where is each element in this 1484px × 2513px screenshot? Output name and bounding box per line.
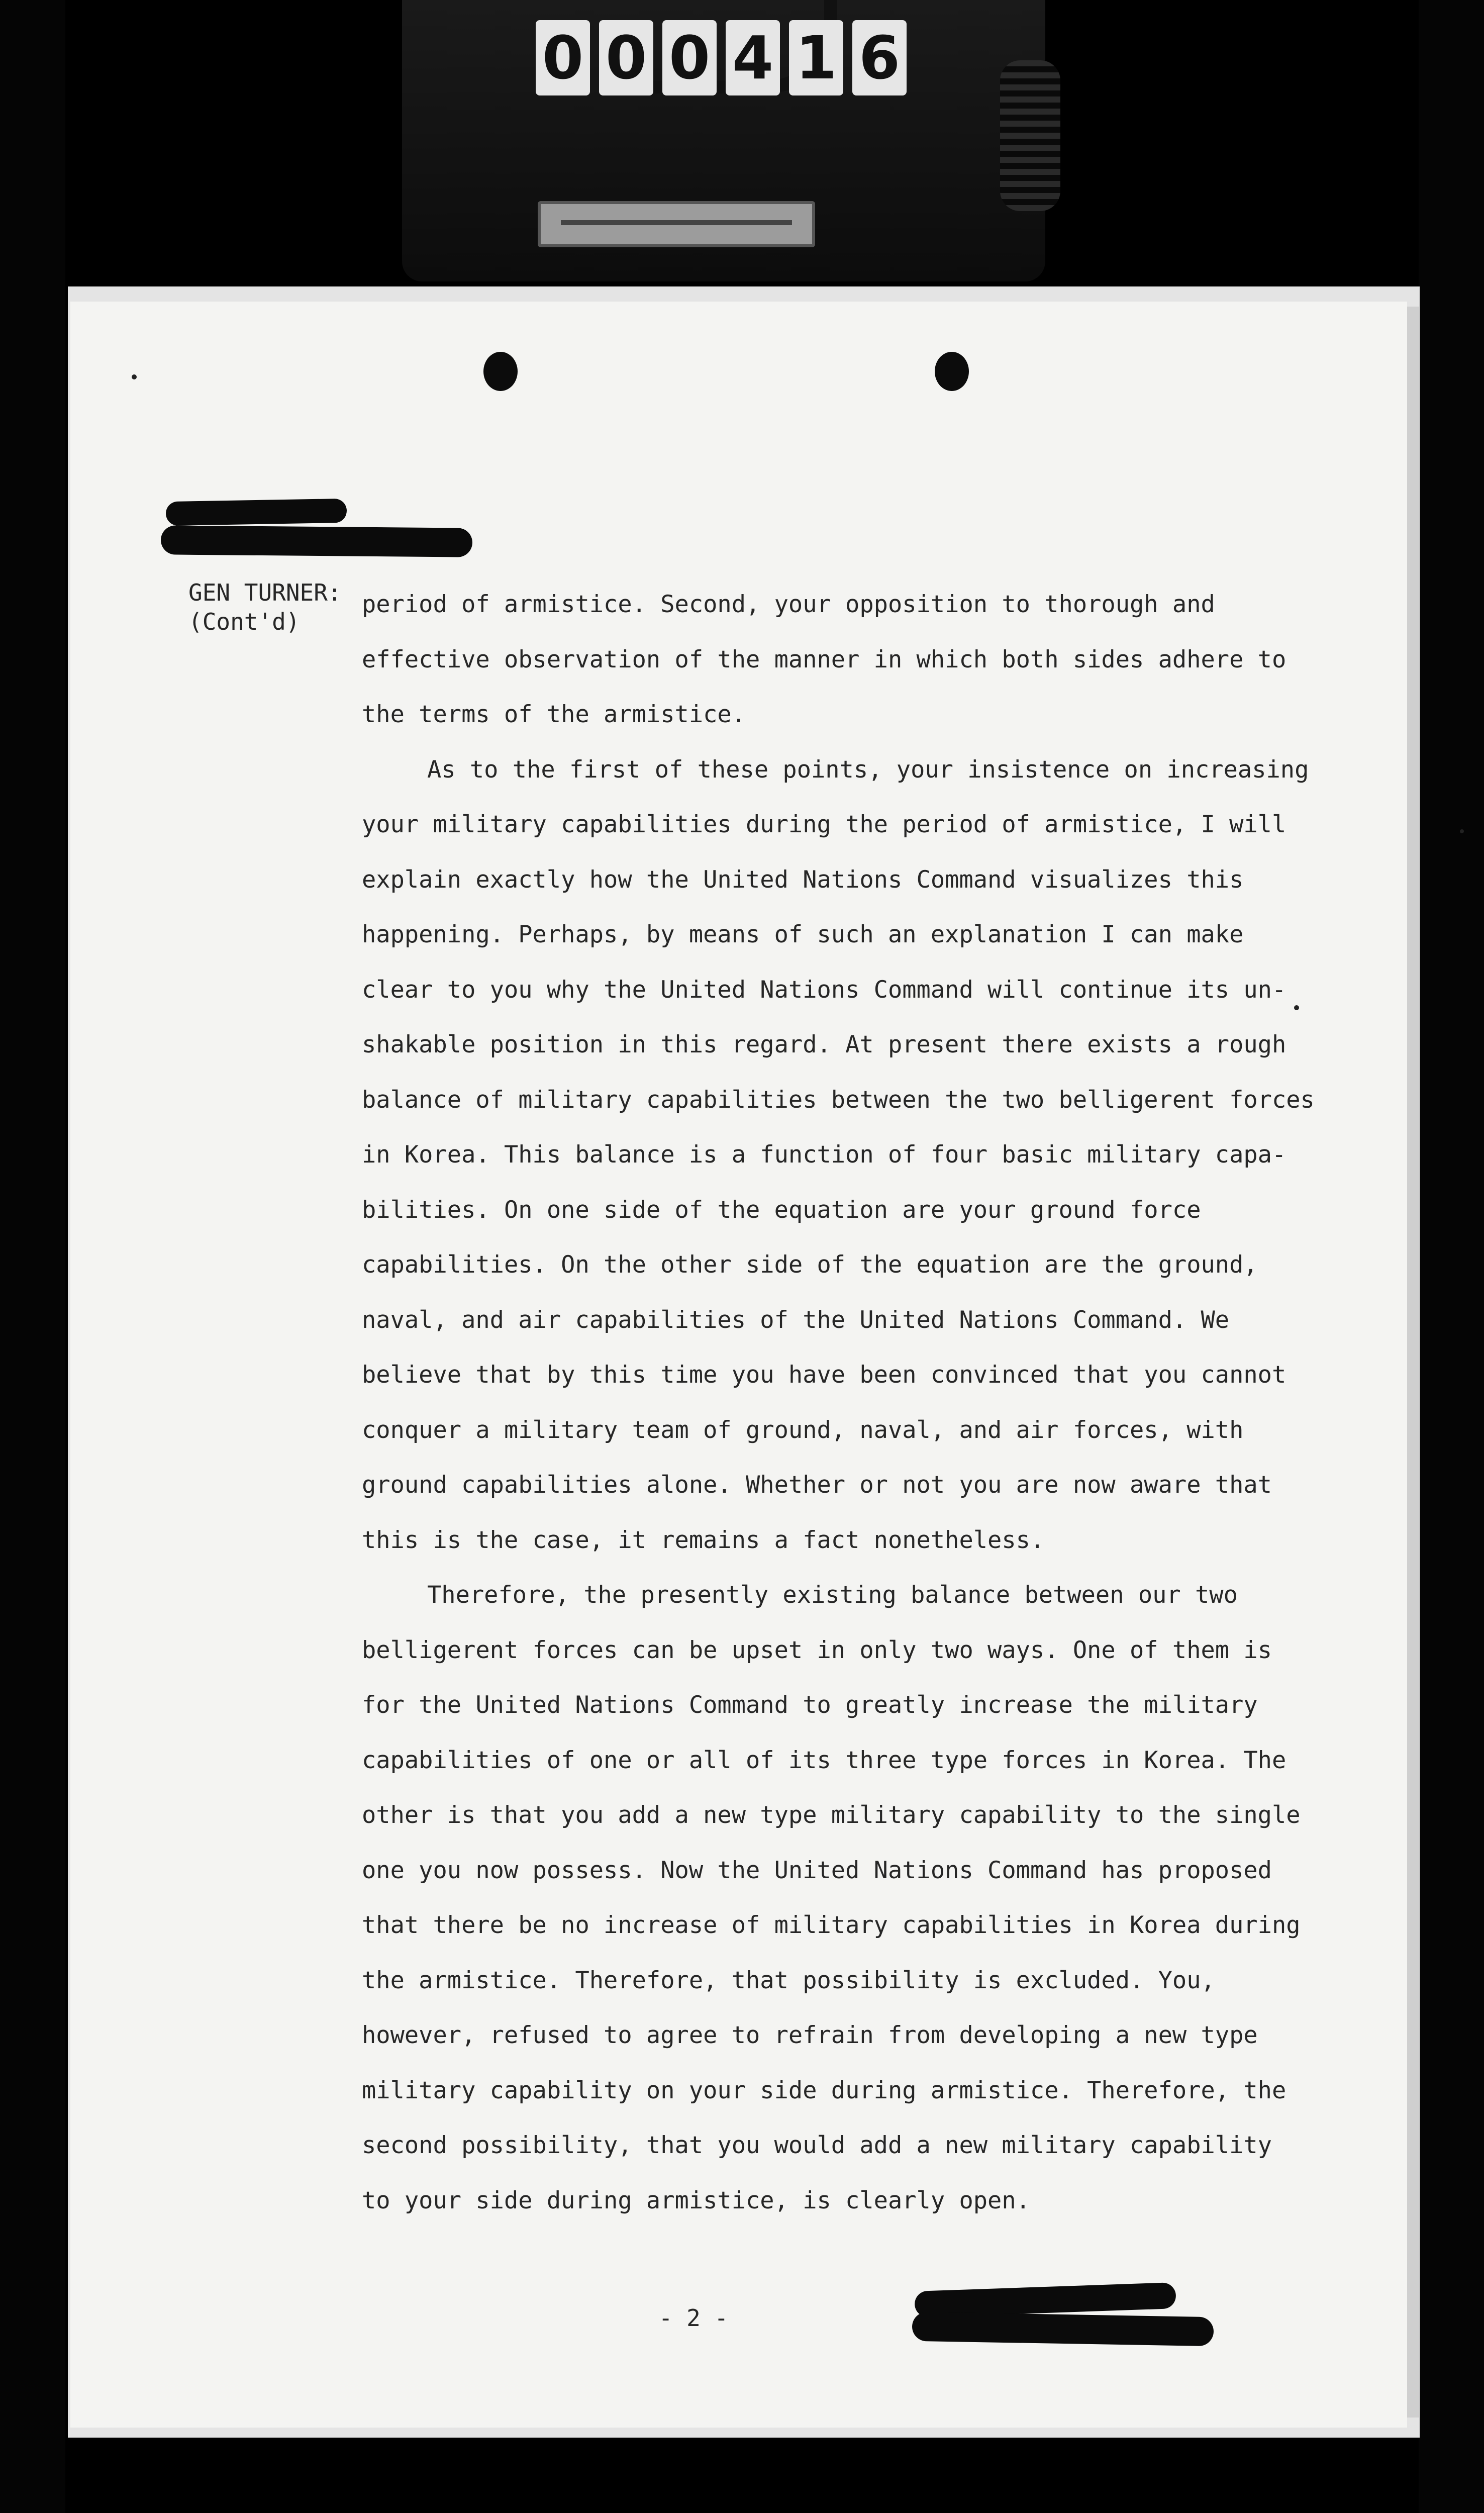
text-line: in Korea. This balance is a function of four basic military capa- [362, 1141, 1287, 1169]
frame-counter-device [402, 0, 1045, 281]
text-line: naval, and air capabilities of the United Nations Command. We [362, 1306, 1230, 1334]
film-speck [132, 374, 137, 379]
redaction-mark-top [161, 525, 472, 557]
text-line: however, refused to agree to refrain from developing a new type [362, 2021, 1258, 2049]
underlying-sheet-edge [1407, 307, 1419, 2418]
text-line: effective observation of the manner in which both sides adhere to [362, 645, 1287, 673]
redaction-mark-top [166, 499, 347, 526]
film-frame-right-edge [1419, 0, 1484, 2513]
counter-digit: 0 [662, 20, 717, 95]
punch-hole-right [935, 352, 969, 391]
counter-digit: 0 [599, 20, 653, 95]
speaker-name: GEN TURNER: [188, 579, 342, 606]
text-line: balance of military capabilities between the two belligerent forces [362, 1086, 1315, 1114]
text-line: bilities. On one side of the equation are your ground force [362, 1196, 1201, 1224]
film-speck [1294, 1005, 1299, 1010]
text-line: conquer a military team of ground, naval, and air forces, with [362, 1416, 1244, 1444]
punch-hole-left [483, 352, 518, 391]
text-line: belligerent forces can be upset in only two ways. One of them is [362, 1636, 1272, 1664]
text-line: capabilities. On the other side of the equation are the ground, [362, 1251, 1258, 1279]
text-line: military capability on your side during armistice. Therefore, the [362, 2076, 1287, 2104]
film-frame-left-edge [0, 0, 65, 2513]
frame-counter [520, 20, 922, 95]
text-line: the terms of the armistice. [362, 701, 746, 728]
redaction-mark-bottom [912, 2312, 1214, 2346]
counter-digit: 0 [536, 20, 590, 95]
text-line: As to the first of these points, your insistence on increasing [427, 755, 1309, 784]
counter-digit: 1 [789, 20, 843, 95]
text-line: this is the case, it remains a fact nonetheless. [362, 1526, 1045, 1554]
text-line: believe that by this time you have been convinced that you cannot [362, 1361, 1287, 1389]
paragraph [362, 742, 1315, 1568]
text-line: explain exactly how the United Nations Command visualizes this [362, 865, 1244, 894]
film-speck [1460, 829, 1464, 833]
text-line: that there be no increase of military capabilities in Korea during [362, 1911, 1301, 1939]
speaker-continued: (Cont'd) [188, 608, 300, 635]
text-line: one you now possess. Now the United Nations Command has proposed [362, 1856, 1272, 1884]
text-line: Therefore, the presently existing balance between our two [427, 1581, 1238, 1609]
counter-digit: 4 [726, 20, 780, 95]
counter-nameplate [538, 201, 815, 247]
paragraph [362, 577, 1307, 742]
text-line: the armistice. Therefore, that possibility is excluded. You, [362, 1966, 1215, 1994]
transcript-body [362, 577, 1315, 2228]
text-line: to your side during armistice, is clearly open. [362, 2186, 1030, 2214]
text-line: period of armistice. Second, your opposition to thorough and [362, 591, 1215, 618]
text-line: capabilities of one or all of its three type forces in Korea. The [362, 1746, 1287, 1774]
counter-knob [1000, 60, 1060, 211]
text-line: happening. Perhaps, by means of such an explanation I can make [362, 921, 1244, 948]
speaker-label [188, 578, 342, 636]
text-line: your military capabilities during the period of armistice, I will [362, 811, 1287, 838]
text-line: ground capabilities alone. Whether or not you are now aware that [362, 1471, 1272, 1499]
text-line: for the United Nations Command to greatly increase the military [362, 1691, 1258, 1719]
text-line: other is that you add a new type military capability to the single [362, 1801, 1301, 1829]
paragraph [362, 1568, 1307, 2228]
text-line: clear to you why the United Nations Command will continue its un- [362, 976, 1287, 1004]
page-number: - 2 - [658, 2304, 729, 2332]
text-line: second possibility, that you would add a new military capability [362, 2132, 1272, 2159]
counter-digit: 6 [852, 20, 907, 95]
text-line: shakable position in this regard. At present there exists a rough [362, 1031, 1287, 1058]
